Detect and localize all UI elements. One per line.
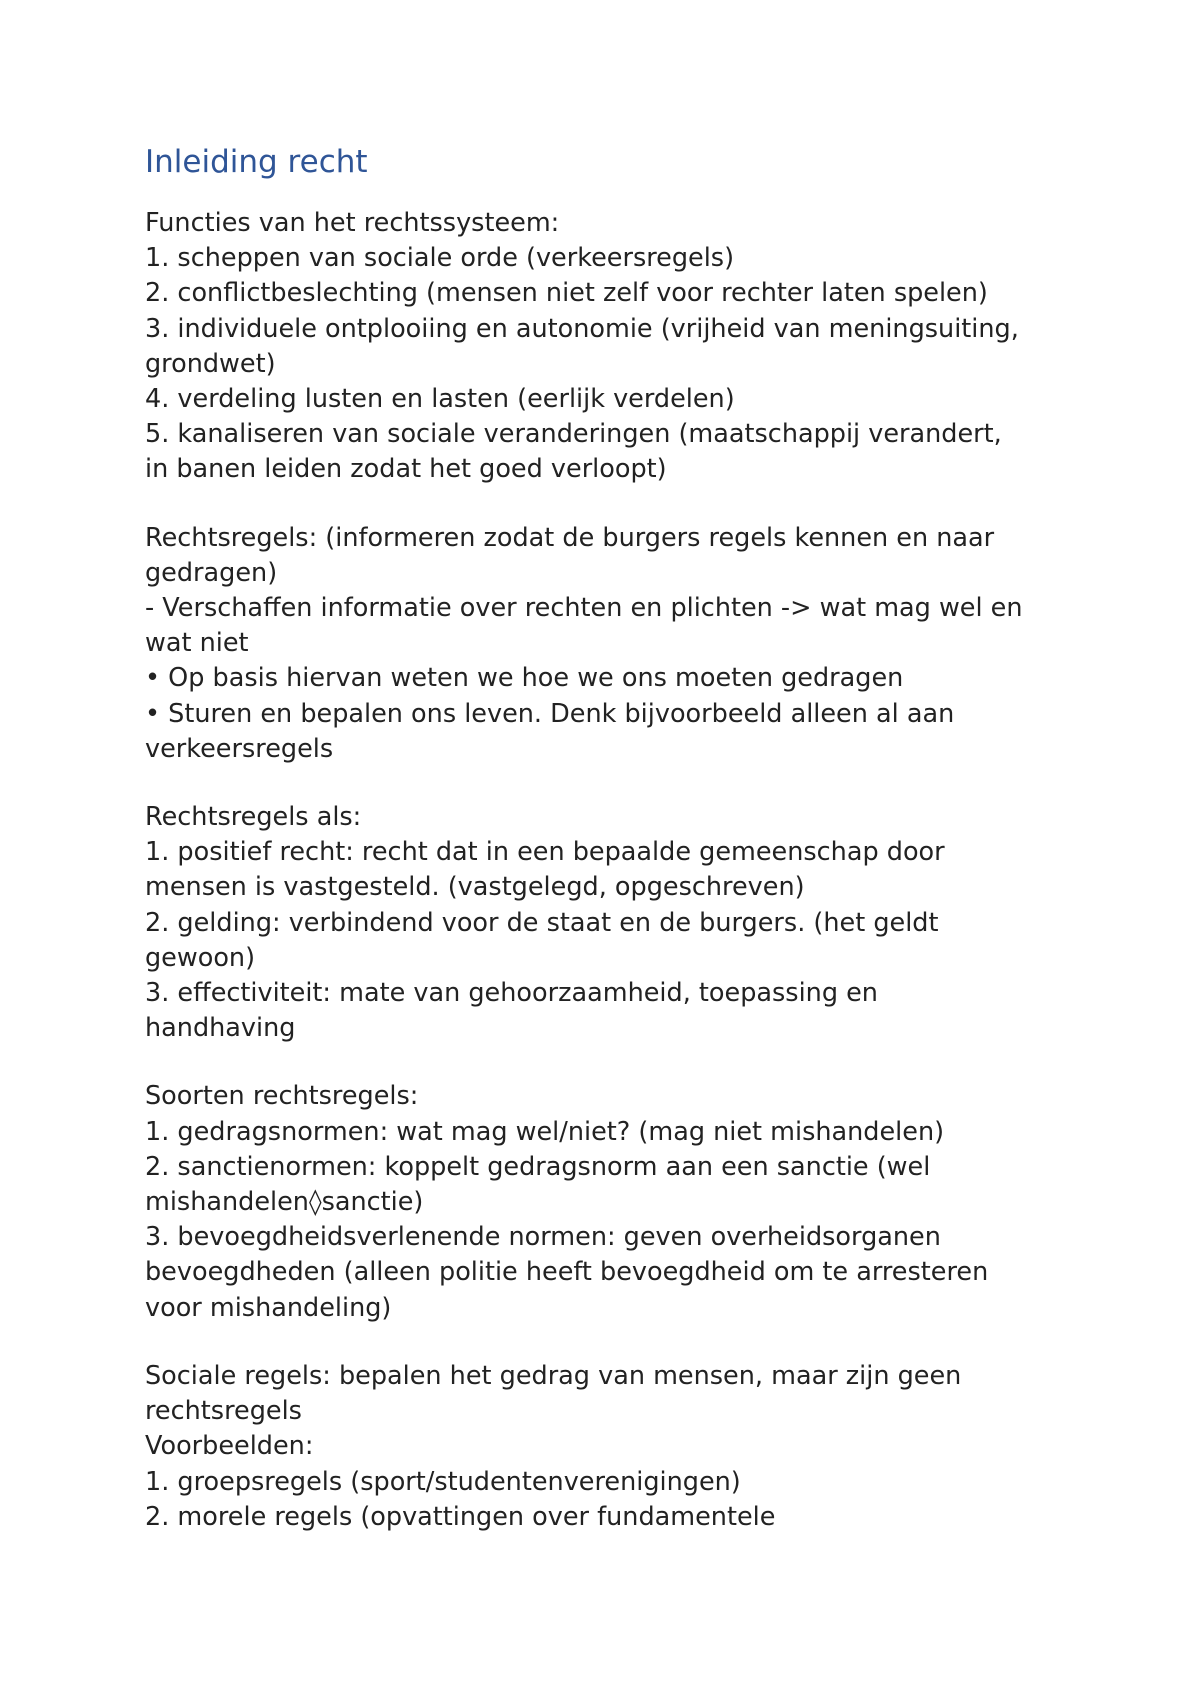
bullet-item: • Op basis hiervan weten we hoe we ons moeten gedragen (145, 663, 904, 694)
bullet-item: • Sturen en bepalen ons leven. Denk bijvoorbeeld alleen al aan (145, 698, 955, 729)
list-item: 3. individuele ontplooiing en autonomie (vrijheid van meningsuiting, (145, 313, 1019, 344)
list-item-continuation: voor mishandeling) (145, 1292, 392, 1323)
list-item: 3. bevoegdheidsverlenende normen: geven overheidsorganen (145, 1222, 941, 1253)
list-item: 4. verdeling lusten en lasten (eerlijk verdelen) (145, 384, 735, 415)
list-item-continuation: in banen leiden zodat het goed verloopt) (145, 454, 667, 485)
section-heading: Functies van het rechtssysteem: (145, 208, 560, 238)
list-item: - Verschaffen informatie over rechten en plichten -> wat mag wel en (145, 593, 1023, 624)
list-item: 2. gelding: verbindend voor de staat en de burgers. (het geldt (145, 907, 939, 938)
section-functies (145, 206, 1105, 488)
section-heading: Soorten rechtsregels: (145, 1081, 419, 1112)
list-item-continuation: handhaving (145, 1013, 296, 1044)
list-item: 2. conflictbeslechting (mensen niet zelf voor rechter laten spelen) (145, 278, 988, 309)
list-item-continuation: grondwet) (145, 348, 276, 379)
bullet-item-continuation: verkeersregels (145, 733, 334, 764)
section-rechtsregels (145, 521, 1105, 767)
list-item-continuation: gewoon) (145, 942, 256, 973)
list-item-continuation: bevoegdheden (alleen politie heeft bevoegdheid om te arresteren (145, 1257, 989, 1288)
list-item: 1. gedragsnormen: wat mag wel/niet? (mag niet mishandelen) (145, 1116, 945, 1147)
document-title: Inleiding recht (145, 144, 368, 180)
list-item: 3. effectiviteit: mate van gehoorzaamheid, toepassing en (145, 978, 878, 1009)
list-item-continuation: wat niet (145, 628, 249, 659)
list-item: 1. positief recht: recht dat in een bepaalde gemeenschap door (145, 837, 945, 868)
section-heading-continuation: rechtsregels (145, 1396, 302, 1427)
subheading: Voorbeelden: (145, 1431, 314, 1462)
section-heading: Rechtsregels: (informeren zodat de burgers regels kennen en naar (145, 522, 995, 553)
list-item: 5. kanaliseren van sociale veranderingen (maatschappij verandert, (145, 419, 1002, 450)
document-body (145, 140, 1105, 1568)
section-sociale-regels (145, 1359, 1105, 1535)
list-item: 2. sanctienormen: koppelt gedragsnorm aan een sanctie (wel (145, 1151, 931, 1182)
list-item: 1. groepsregels (sport/studentenverenigingen) (145, 1466, 741, 1497)
list-item: 1. scheppen van sociale orde (verkeersregels) (145, 243, 735, 274)
list-item-continuation: mensen is vastgesteld. (vastgelegd, opgeschreven) (145, 872, 805, 903)
section-rechtsregels-als (145, 800, 1105, 1046)
section-heading: Sociale regels: bepalen het gedrag van mensen, maar zijn geen (145, 1360, 962, 1391)
list-item-continuation: mishandelen◊sanctie) (145, 1187, 424, 1218)
section-soorten-rechtsregels (145, 1079, 1105, 1325)
section-heading: Rechtsregels als: (145, 802, 362, 833)
section-heading-continuation: gedragen) (145, 557, 278, 588)
list-item: 2. morele regels (opvattingen over fundamentele (145, 1501, 776, 1532)
